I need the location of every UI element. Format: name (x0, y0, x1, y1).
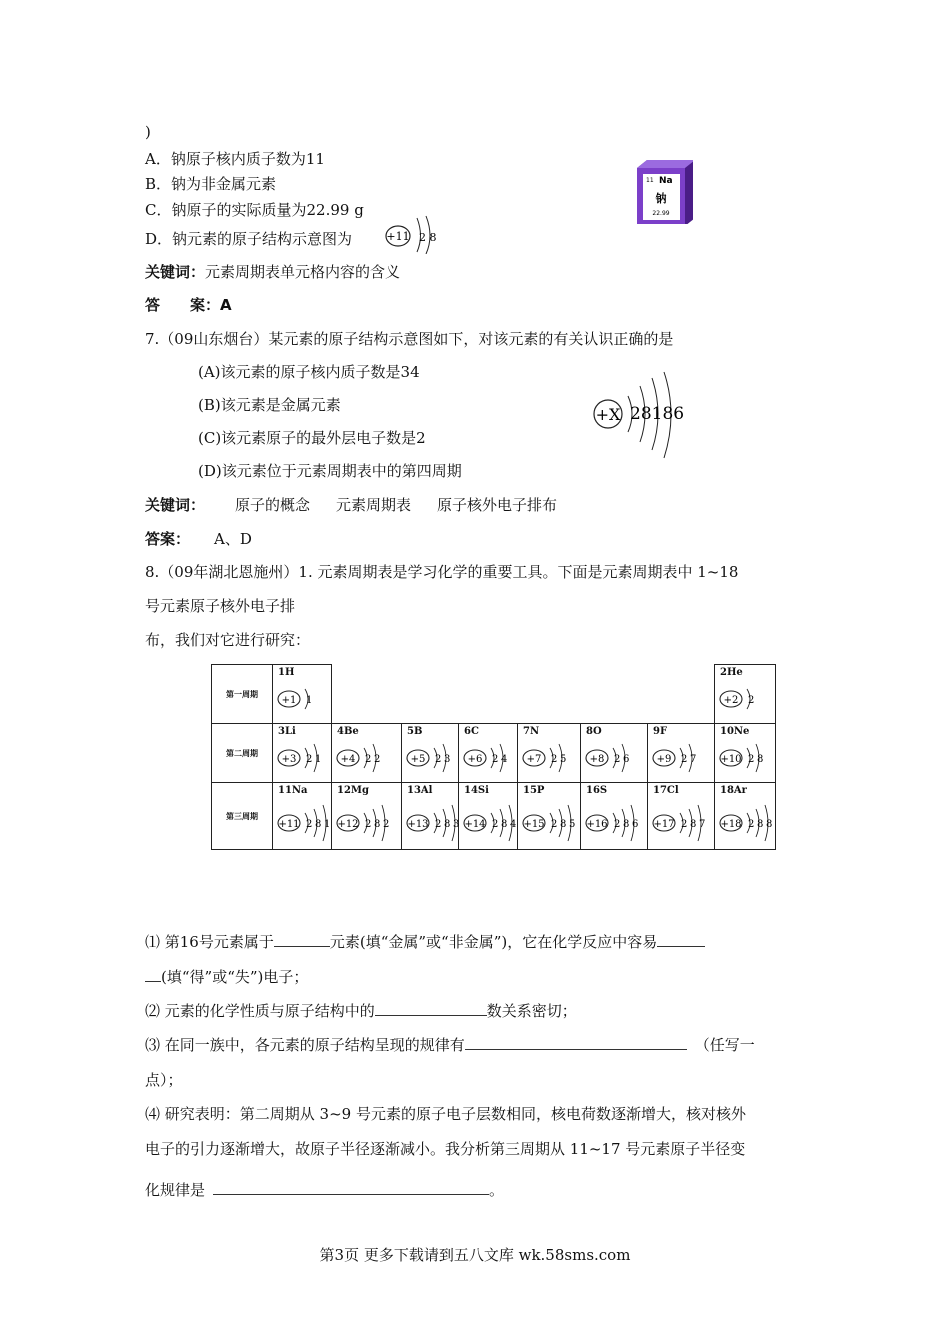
answer-blank[interactable] (465, 1035, 687, 1050)
shell-count: 5 (569, 819, 576, 830)
shell-count: 2 (435, 819, 442, 830)
element-cell (402, 783, 459, 850)
sub2-text-b: 数关系密切； (486, 1002, 577, 1020)
shell-count: 6 (623, 754, 630, 765)
nucleus-label: +14 (464, 819, 486, 830)
element-label: 1H (278, 667, 295, 678)
answer-label: 答 案： (145, 296, 221, 314)
periodic-table (211, 664, 776, 850)
element-label: 10Ne (720, 726, 750, 737)
shell-count: 8 (757, 754, 764, 765)
element-cell-content (459, 724, 517, 782)
atom-diagram (648, 724, 720, 790)
element-label: 2He (720, 667, 743, 678)
element-cell (459, 724, 518, 783)
shell-count: 4 (501, 754, 508, 765)
element-cell-content (715, 665, 775, 723)
shell-count: 8 (560, 819, 567, 830)
q8-sub3-line1 (145, 1035, 755, 1055)
element-label: 8O (586, 726, 602, 737)
card-top (637, 160, 693, 168)
shell-count: 8 (315, 819, 322, 830)
element-cell-content (518, 724, 580, 782)
shell-count: 2 (306, 819, 313, 830)
q8-sub1-line2 (145, 967, 308, 987)
shell-count: 8 (757, 819, 764, 830)
element-cell-content (581, 724, 647, 782)
nucleus-label: +15 (523, 819, 545, 830)
answer-blank[interactable] (657, 932, 705, 947)
q7-option-a: (A)该元素的原子核内质子数是34 (198, 363, 420, 381)
shell-count: 7 (690, 754, 697, 765)
element-cell-content (715, 783, 775, 849)
element-cell-content (581, 783, 647, 849)
element-cell (273, 665, 332, 724)
q7-option-b: (B)该元素是金属元素 (198, 396, 341, 414)
element-cell-content (273, 665, 331, 723)
nucleus-label: +4 (340, 754, 356, 765)
shell-count: 1 (315, 754, 322, 765)
shell-count: 2 (748, 819, 755, 830)
element-label: 6C (464, 726, 479, 737)
answer-value: A、D (214, 530, 252, 548)
card-mass: 22.99 (652, 210, 670, 217)
q7-title: 7.（09山东烟台）某元素的原子结构示意图如下，对该元素的有关认识正确的是 (145, 330, 674, 348)
shell-count: 8 (374, 819, 381, 830)
shell-count: 2 (551, 754, 558, 765)
element-cell-content (332, 783, 401, 849)
element-cell (715, 665, 776, 724)
q6-option-a: A．钠原子核内质子数为11 (145, 150, 325, 168)
sub2-text-a: ⑵ 元素的化学性质与原子结构中的 (145, 1002, 375, 1020)
element-cell-content (459, 783, 517, 849)
keywords-label: 关键词： (145, 263, 206, 281)
element-label: 17Cl (653, 785, 679, 796)
atom-diagram (715, 724, 787, 790)
element-cell (648, 724, 715, 783)
nucleus-label: +5 (410, 754, 426, 765)
q7-keywords-line (145, 495, 557, 515)
keyword-2: 元素周期表 (336, 496, 412, 514)
page-footer: 第3页 更多下载请到五八文库 wk.58sms.com (319, 1246, 631, 1264)
element-label: 15P (523, 785, 545, 796)
shell-count: 2 (365, 754, 372, 765)
nucleus-label: +13 (407, 819, 429, 830)
q8-sub4-line2: 电子的引力逐渐增大，故原子半径逐渐减小。我分析第三周期从 11~17 号元素原子半径变 (145, 1140, 746, 1158)
element-cell (332, 783, 402, 850)
q8-sub2-line (145, 1001, 577, 1021)
shell-count: 1 (324, 819, 331, 830)
atom-diagram (715, 665, 787, 731)
period-label: 第一周期 (212, 665, 273, 724)
atom-diagram (332, 724, 404, 790)
element-cell-content (273, 783, 331, 849)
empty-span (332, 665, 715, 724)
element-cell (518, 783, 581, 850)
element-cell-content (648, 724, 714, 782)
q8-sub4-line1: ⑷ 研究表明：第二周期从 3~9 号元素的原子电子层数相同，核电荷数逐渐增大，核对核外 (145, 1105, 746, 1123)
shell-count: 3 (444, 754, 451, 765)
sub1-text-b: 元素(填“金属”或“非金属”)，它在化学反应中容易 (329, 933, 658, 951)
shell-count: 2 (748, 695, 755, 706)
keywords-text: 元素周期表单元格内容的含义 (205, 263, 401, 281)
sub1-text-a: ⑴ 第16号元素属于 (145, 933, 274, 951)
element-cell (459, 783, 518, 850)
element-label: 14Si (464, 785, 489, 796)
period-label: 第二周期 (212, 724, 273, 783)
element-label: 4Be (337, 726, 359, 737)
na-element-card (637, 160, 693, 224)
q6-keywords-line (145, 262, 400, 282)
shell-count: 2 (681, 819, 688, 830)
shell-counts: 2 8 (419, 231, 437, 244)
nucleus-label: +12 (337, 819, 359, 830)
element-cell (715, 724, 776, 783)
q7-answer-line (145, 529, 252, 549)
sub4-text-a: 化规律是 (145, 1181, 206, 1199)
atom-diagram (518, 724, 590, 790)
shell-count: 8 (501, 819, 508, 830)
keywords-label: 关键词： (145, 496, 206, 514)
shell-count: 2 (614, 819, 621, 830)
sub1-text-c: (填“得”或“失”)电子； (161, 968, 309, 986)
element-cell-content (715, 724, 775, 782)
element-label: 18Ar (720, 785, 747, 796)
shell-count: 2 (681, 754, 688, 765)
nucleus-label: +10 (720, 754, 742, 765)
q6-answer-line (145, 295, 232, 315)
sub3-text-b: （任写一 (694, 1036, 755, 1054)
shell-count: 2 (492, 819, 499, 830)
nucleus-label: +16 (586, 819, 608, 830)
card-symbol: Na (659, 176, 673, 186)
nucleus-label: +8 (589, 754, 605, 765)
shell-count: 4 (510, 819, 517, 830)
shell-count: 8 (690, 819, 697, 830)
shell-count: 2 (383, 819, 390, 830)
nucleus-label: +18 (720, 819, 742, 830)
shell-count: 2 (435, 754, 442, 765)
element-cell (518, 724, 581, 783)
answer-blank[interactable] (274, 932, 330, 947)
element-cell-content (402, 783, 458, 849)
nucleus-label: +6 (467, 754, 483, 765)
period-label: 第三周期 (212, 783, 273, 850)
shell-count: 6 (632, 819, 639, 830)
q6-option-d: D．钠元素的原子结构示意图为 (145, 230, 353, 248)
shell-count: 2 (551, 819, 558, 830)
shell-count: 8 (623, 819, 630, 830)
nucleus-label: +7 (526, 754, 542, 765)
element-cell (332, 724, 402, 783)
q7-atom-diagram (590, 370, 700, 466)
q7-option-c: (C)该元素原子的最外层电子数是2 (198, 429, 426, 447)
nucleus-label: +9 (656, 754, 672, 765)
element-label: 11Na (278, 785, 308, 796)
element-cell (715, 783, 776, 850)
answer-blank[interactable] (375, 1001, 487, 1016)
element-label: 5B (407, 726, 423, 737)
element-cell (648, 783, 715, 850)
shell-count: 5 (560, 754, 567, 765)
sub4-text-b: 。 (489, 1181, 505, 1199)
sub3-text-a: ⑶ 在同一族中，各元素的原子结构呈现的规律有 (145, 1036, 465, 1054)
atom-diagram (581, 724, 653, 790)
card-name: 钠 (655, 192, 667, 205)
shell-count: 2 (306, 754, 313, 765)
q8-intro-3: 布，我们对它进行研究： (145, 631, 311, 649)
element-cell (273, 783, 332, 850)
element-cell-content (518, 783, 580, 849)
element-label: 13Al (407, 785, 433, 796)
element-label: 3Li (278, 726, 296, 737)
answer-blank[interactable] (213, 1180, 489, 1195)
element-label: 16S (586, 785, 608, 796)
shell-count: 2 (365, 819, 372, 830)
element-cell-content (332, 724, 401, 782)
q6-paren: ) (145, 123, 151, 141)
nucleus-label: +11 (386, 230, 410, 243)
answer-blank[interactable] (145, 967, 161, 982)
shell-count: 7 (699, 819, 706, 830)
element-label: 7N (523, 726, 540, 737)
atom-diagram (581, 783, 653, 849)
shell-count: 8 (444, 819, 451, 830)
shell-count: 8 (766, 819, 773, 830)
nucleus-label: +X (595, 405, 621, 424)
element-cell-content (402, 724, 458, 782)
shell-count: 2 (748, 754, 755, 765)
element-cell-content (648, 783, 714, 849)
nucleus-label: +3 (281, 754, 297, 765)
shell-count: 3 (453, 819, 460, 830)
nucleus-label: +1 (281, 695, 297, 706)
element-cell (273, 724, 332, 783)
q6-option-c: C．钠原子的实际质量为22.99 g (145, 201, 364, 219)
nucleus-label: +11 (278, 819, 300, 830)
q6-na-atom-diagram (384, 214, 440, 254)
answer-label: 答案： (145, 530, 191, 548)
element-label: 12Mg (337, 785, 369, 796)
q8-intro-1: 8.（09年湖北恩施州）1. 元素周期表是学习化学的重要工具。下面是元素周期表中 1~18 (145, 563, 739, 581)
atom-diagram (332, 783, 404, 849)
shell-count: 2 (492, 754, 499, 765)
q6-option-b: B．钠为非金属元素 (145, 175, 277, 193)
element-cell (402, 724, 459, 783)
element-cell (581, 724, 648, 783)
q8-sub3-line2: 点）； (145, 1071, 183, 1089)
q8-sub1-line1 (145, 932, 705, 952)
shell-counts: 28186 (630, 404, 685, 424)
atom-diagram (715, 783, 787, 849)
q7-option-d: (D)该元素位于元素周期表中的第四周期 (198, 462, 462, 480)
element-cell-content (273, 724, 331, 782)
keyword-1: 原子的概念 (235, 496, 311, 514)
element-label: 9F (653, 726, 668, 737)
shell-count: 2 (614, 754, 621, 765)
q8-intro-2: 号元素原子核外电子排 (145, 597, 296, 615)
atom-diagram (518, 783, 590, 849)
nucleus-label: +2 (723, 695, 739, 706)
element-cell (581, 783, 648, 850)
shell-count: 1 (306, 695, 313, 706)
q8-sub4-line3 (145, 1180, 504, 1200)
shell-count: 2 (374, 754, 381, 765)
atom-diagram (648, 783, 720, 849)
card-number: 11 (646, 177, 654, 184)
nucleus-label: +17 (653, 819, 675, 830)
answer-value: A (220, 296, 232, 314)
keyword-3: 原子核外电子排布 (437, 496, 558, 514)
